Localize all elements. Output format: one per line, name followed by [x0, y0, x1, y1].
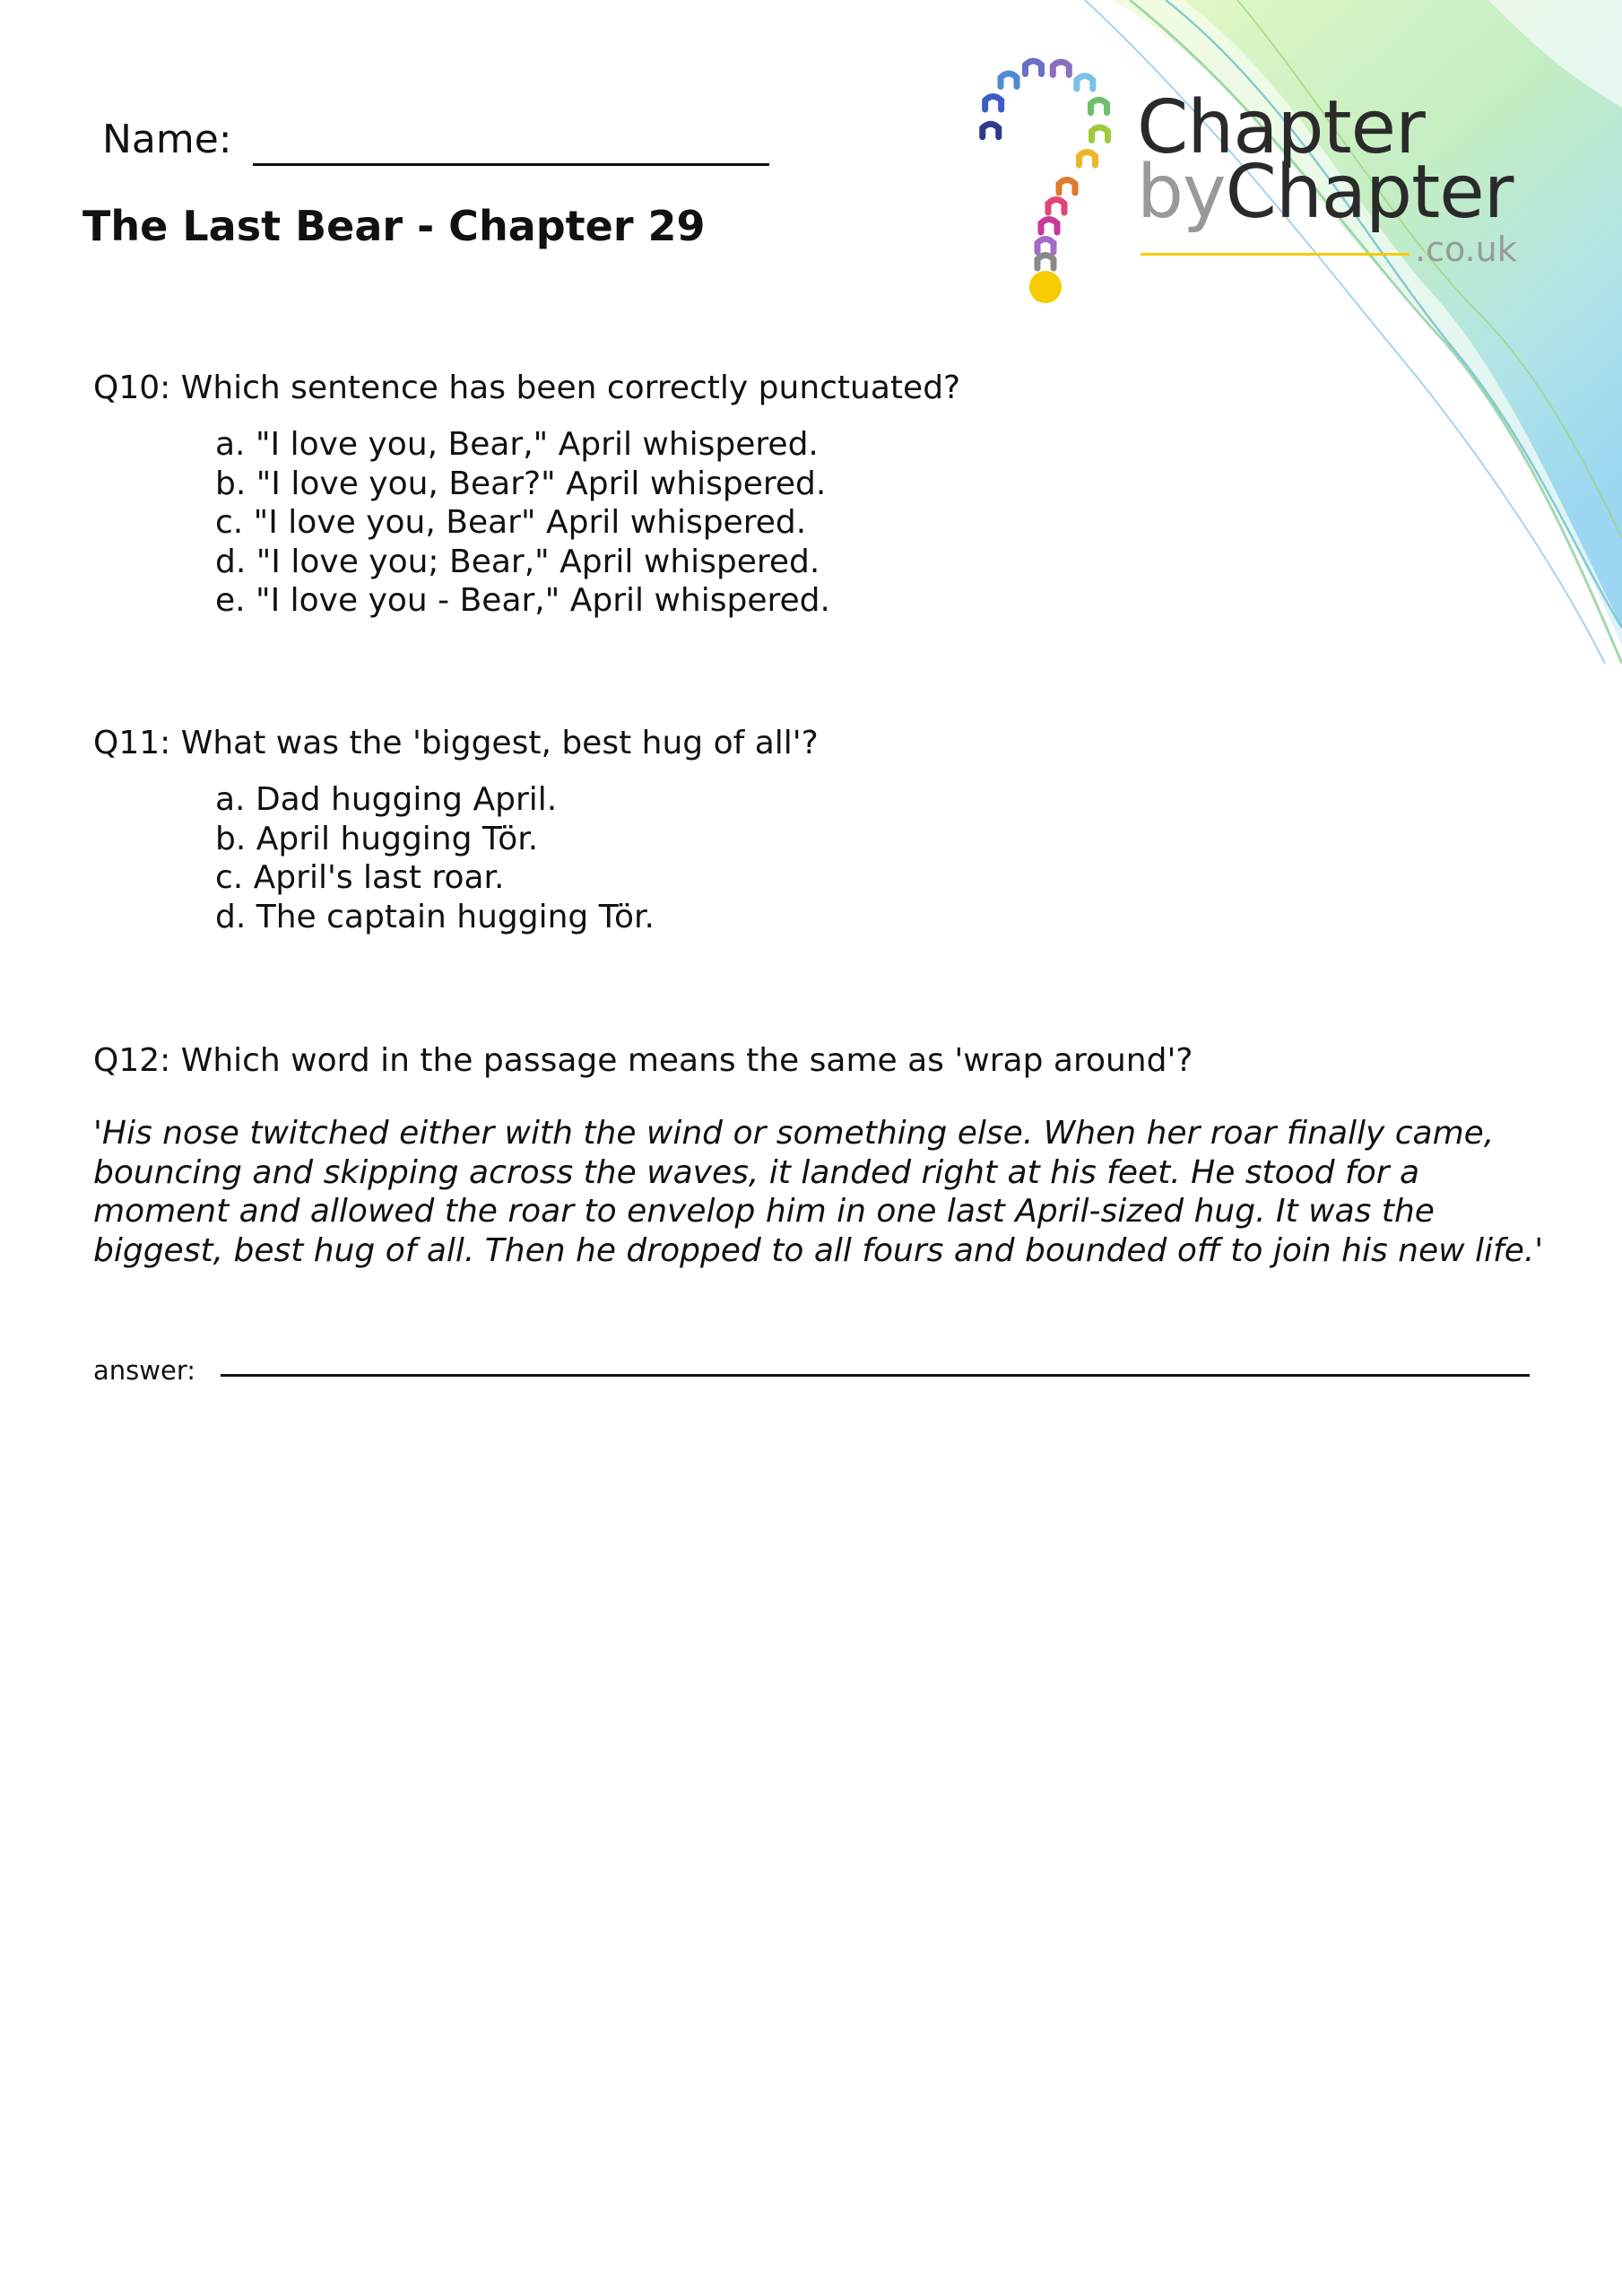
- logo-book-arc: [985, 96, 1002, 109]
- q10-option-a: a. "I love you, Bear," April whispered.: [215, 426, 819, 463]
- logo-word-chapter-2: Chapter: [1225, 150, 1514, 235]
- logo-book-arc: [1037, 239, 1054, 253]
- q11-option-d: d. The captain hugging Tör.: [215, 898, 655, 935]
- logo-book-arc: [1091, 100, 1107, 113]
- chapter-by-chapter-logo: [967, 52, 1540, 321]
- q12-passage: 'His nose twitched either with the wind or something else. When her roar finally came, bouncing and skipping across the waves, it landed right at his feet. He stood for a moment and allowed the roar to envelop him in one last April-sized hug. It was the biggest, best hug of all. Then he dropped to all fours and bounded off to join his new life.': [93, 1115, 1544, 1269]
- logo-word-bychapter: [1137, 152, 1513, 233]
- q10-option-c: c. "I love you, Bear" April whispered.: [215, 504, 807, 541]
- logo-book-arc: [983, 124, 999, 137]
- q10-options: [215, 425, 830, 621]
- logo-book-arc: [1092, 127, 1108, 141]
- q10-option-e: e. "I love you - Bear," April whispered.: [215, 582, 830, 619]
- worksheet-title: The Last Bear - Chapter 29: [82, 202, 706, 250]
- logo-domain: .co.uk: [1415, 230, 1517, 269]
- name-label: Name:: [102, 117, 232, 162]
- logo-book-arc: [1080, 152, 1096, 166]
- name-field[interactable]: [102, 113, 784, 167]
- logo-book-arc: [1025, 61, 1041, 74]
- logo-dot: [1029, 271, 1062, 303]
- logo-word-chapter: Chapter: [1137, 85, 1425, 170]
- q12-question: Q12: Which word in the passage means the same as 'wrap around'?: [93, 1042, 1193, 1079]
- logo-word-by: by: [1137, 150, 1226, 235]
- name-writing-line[interactable]: [253, 163, 769, 166]
- logo-book-arc: [1037, 256, 1054, 269]
- q10-question: Q10: Which sentence has been correctly punctuated?: [93, 370, 961, 406]
- q11-option-a: a. Dad hugging April.: [215, 781, 558, 818]
- logo-book-arc: [1048, 200, 1064, 213]
- q11-question: Q11: What was the 'biggest, best hug of all'?: [93, 725, 819, 761]
- answer-label: answer:: [93, 1355, 196, 1386]
- q11-option-c: c. April's last roar.: [215, 859, 505, 896]
- question-mark-books-icon: [967, 52, 1128, 312]
- logo-book-arc: [1053, 62, 1069, 75]
- q11-option-b: b. April hugging Tör.: [215, 820, 539, 857]
- logo-underline: [1141, 253, 1409, 256]
- q10-option-d: d. "I love you; Bear," April whispered.: [215, 543, 820, 580]
- answer-writing-line[interactable]: [221, 1374, 1530, 1377]
- logo-book-arc: [1001, 74, 1017, 87]
- q11-options: [215, 780, 655, 936]
- logo-book-arc: [1077, 76, 1093, 90]
- q10-option-b: b. "I love you, Bear?" April whispered.: [215, 465, 827, 502]
- logo-book-arc: [1041, 220, 1057, 233]
- logo-book-arc: [1059, 180, 1075, 194]
